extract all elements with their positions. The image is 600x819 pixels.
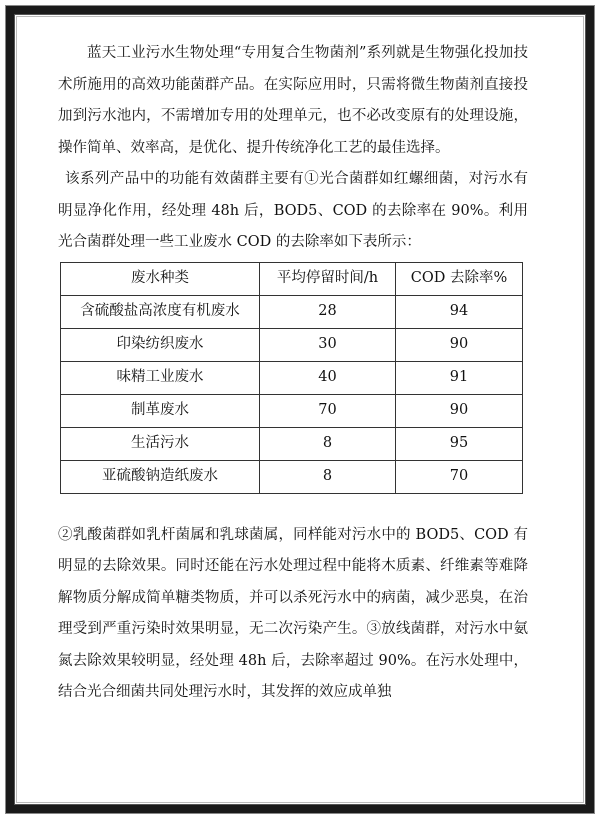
cell-retention-time: 30 xyxy=(260,328,396,361)
cell-cod-removal: 90 xyxy=(396,328,523,361)
cell-retention-time: 70 xyxy=(260,394,396,427)
table-row xyxy=(61,460,523,493)
cell-wastewater-type: 制革废水 xyxy=(61,394,260,427)
cod-removal-table xyxy=(60,262,523,494)
document-body xyxy=(58,38,528,709)
cell-wastewater-type: 含硫酸盐高浓度有机废水 xyxy=(61,295,260,328)
cell-cod-removal: 95 xyxy=(396,427,523,460)
cell-retention-time: 28 xyxy=(260,295,396,328)
paragraph-photosynthetic-bacteria: 该系列产品中的功能有效菌群主要有①光合菌群如红螺细菌，对污水有明显净化作用，经处理 48h 后，BOD5、COD 的去除率在 90%。利用光合菌群处理一些工业废水 COD 的去除率如下表所示： xyxy=(58,171,528,250)
cell-retention-time: 8 xyxy=(260,427,396,460)
cell-cod-removal: 91 xyxy=(396,361,523,394)
cell-wastewater-type: 印染纺织废水 xyxy=(61,328,260,361)
cell-cod-removal: 90 xyxy=(396,394,523,427)
paragraph-intro: 蓝天工业污水生物处理“专用复合生物菌剂”系列就是生物强化投加技术所施用的高效功能菌群产品。在实际应用时，只需将微生物菌剂直接投加到污水池内，不需增加专用的处理单元，也不必改变原有的处理设施，操作简单、效率高，是优化、提升传统净化工艺的最佳选择。 xyxy=(58,45,528,156)
cell-retention-time: 40 xyxy=(260,361,396,394)
header-retention-time: 平均停留时间/h xyxy=(260,262,396,295)
cell-cod-removal: 70 xyxy=(396,460,523,493)
header-cod-removal: COD 去除率% xyxy=(396,262,523,295)
cell-wastewater-type: 亚硫酸钠造纸废水 xyxy=(61,460,260,493)
table-row xyxy=(61,427,523,460)
table-row xyxy=(61,295,523,328)
cell-cod-removal: 94 xyxy=(396,295,523,328)
paragraph-lactic-and-actinomycetes: ②乳酸菌群如乳杆菌属和乳球菌属，同样能对污水中的 BOD5、COD 有明显的去除效果。同时还能在污水处理过程中能将木质素、纤维素等难降解物质分解成简单糖类物质，并可以杀死污水中的病菌，减少恶臭，在治理受到严重污染时效果明显，无二次污染产生。③放线菌群，对污水中氨氮去除效果较明显，经处理 48h 后，去除率超过 90%。在污水处理中，结合光合细菌共同处理污水时，其发挥的效应成单独 xyxy=(58,526,528,700)
header-wastewater-type: 废水种类 xyxy=(61,262,260,295)
cell-wastewater-type: 味精工业废水 xyxy=(61,361,260,394)
cell-wastewater-type: 生活污水 xyxy=(61,427,260,460)
table-row xyxy=(61,361,523,394)
cell-retention-time: 8 xyxy=(260,460,396,493)
table-header-row xyxy=(61,262,523,295)
table-row xyxy=(61,328,523,361)
table-row xyxy=(61,394,523,427)
